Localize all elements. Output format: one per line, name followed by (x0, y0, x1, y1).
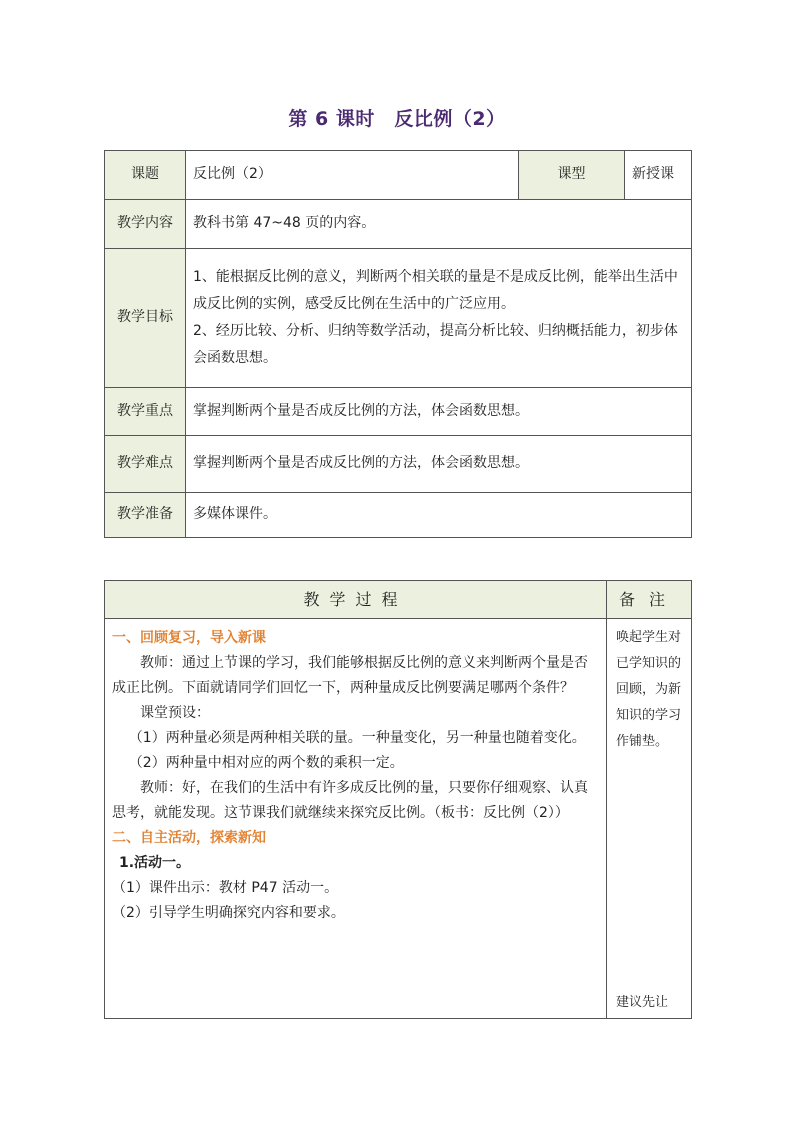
process-header: 教学过程 (105, 581, 607, 619)
paragraph: 课堂预设： (140, 705, 210, 721)
topic-label: 课题 (105, 151, 186, 200)
process-body-row (105, 619, 692, 1019)
content-label: 教学内容 (105, 200, 186, 249)
goal-item: 1、能根据反比例的意义，判断两个相关联的量是不是成反比例，能举出生活中成反比例的实例，感受反比例在生活中的广泛应用。 (193, 269, 678, 312)
prep-label: 教学准备 (105, 493, 186, 538)
goal-item: 2、经历比较、分析、归纳等数学活动，提高分析比较、归纳概括能力，初步体会函数思想。 (193, 323, 678, 366)
teaching-process-table (104, 580, 692, 1019)
row-key (105, 388, 692, 436)
row-topic (105, 151, 692, 200)
lesson-info-table (104, 150, 692, 538)
row-content (105, 200, 692, 249)
key-label: 教学重点 (105, 388, 186, 436)
section-heading-2: 二、自主活动，探索新知 (112, 830, 266, 846)
prep-value: 多媒体课件。 (186, 493, 692, 538)
notes-header: 备注 (607, 581, 692, 619)
type-value: 新授课 (625, 151, 692, 200)
section-heading-1: 一、回顾复习，导入新课 (112, 630, 266, 646)
topic-value: 反比例（2） (186, 151, 519, 200)
note-text: 唤起学生对已学知识的回顾，为新知识的学习作铺垫。 (616, 630, 682, 749)
paragraph: （1）课件出示：教材 P47 活动一。 (112, 880, 339, 896)
row-goals (105, 249, 692, 388)
paragraph: （2）引导学生明确探究内容和要求。 (112, 905, 345, 921)
note-text-continued: 建议先让 (616, 995, 669, 1010)
paragraph: 教师：通过上节课的学习，我们能够根据反比例的意义来判断两个量是否成正比例。下面就请同学们回忆一下，两种量成反比例要满足哪两个条件？ (112, 655, 588, 696)
difficulty-label: 教学难点 (105, 436, 186, 493)
goals-value (186, 249, 692, 388)
difficulty-value: 掌握判断两个量是否成反比例的方法，体会函数思想。 (186, 436, 692, 493)
row-prep (105, 493, 692, 538)
process-content (105, 619, 607, 1019)
type-label: 课型 (519, 151, 625, 200)
notes-cell (607, 619, 692, 1019)
activity-title: 1.活动一。 (119, 855, 191, 871)
goals-label: 教学目标 (105, 249, 186, 388)
paragraph: （1）两种量必须是两种相关联的量。一种量变化，另一种量也随着变化。 (128, 730, 586, 746)
process-header-row (105, 581, 692, 619)
page-title: 第 6 课时 反比例（2） (288, 108, 506, 130)
paragraph: （2）两种量中相对应的两个数的乘积一定。 (128, 755, 404, 771)
key-value: 掌握判断两个量是否成反比例的方法，体会函数思想。 (186, 388, 692, 436)
row-difficulty (105, 436, 692, 493)
paragraph: 教师：好，在我们的生活中有许多成反比例的量，只要你仔细观察、认真思考，就能发现。这节课我们就继续来探究反比例。（板书：反比例（2）） (112, 780, 588, 821)
content-value: 教科书第 47~48 页的内容。 (186, 200, 692, 249)
